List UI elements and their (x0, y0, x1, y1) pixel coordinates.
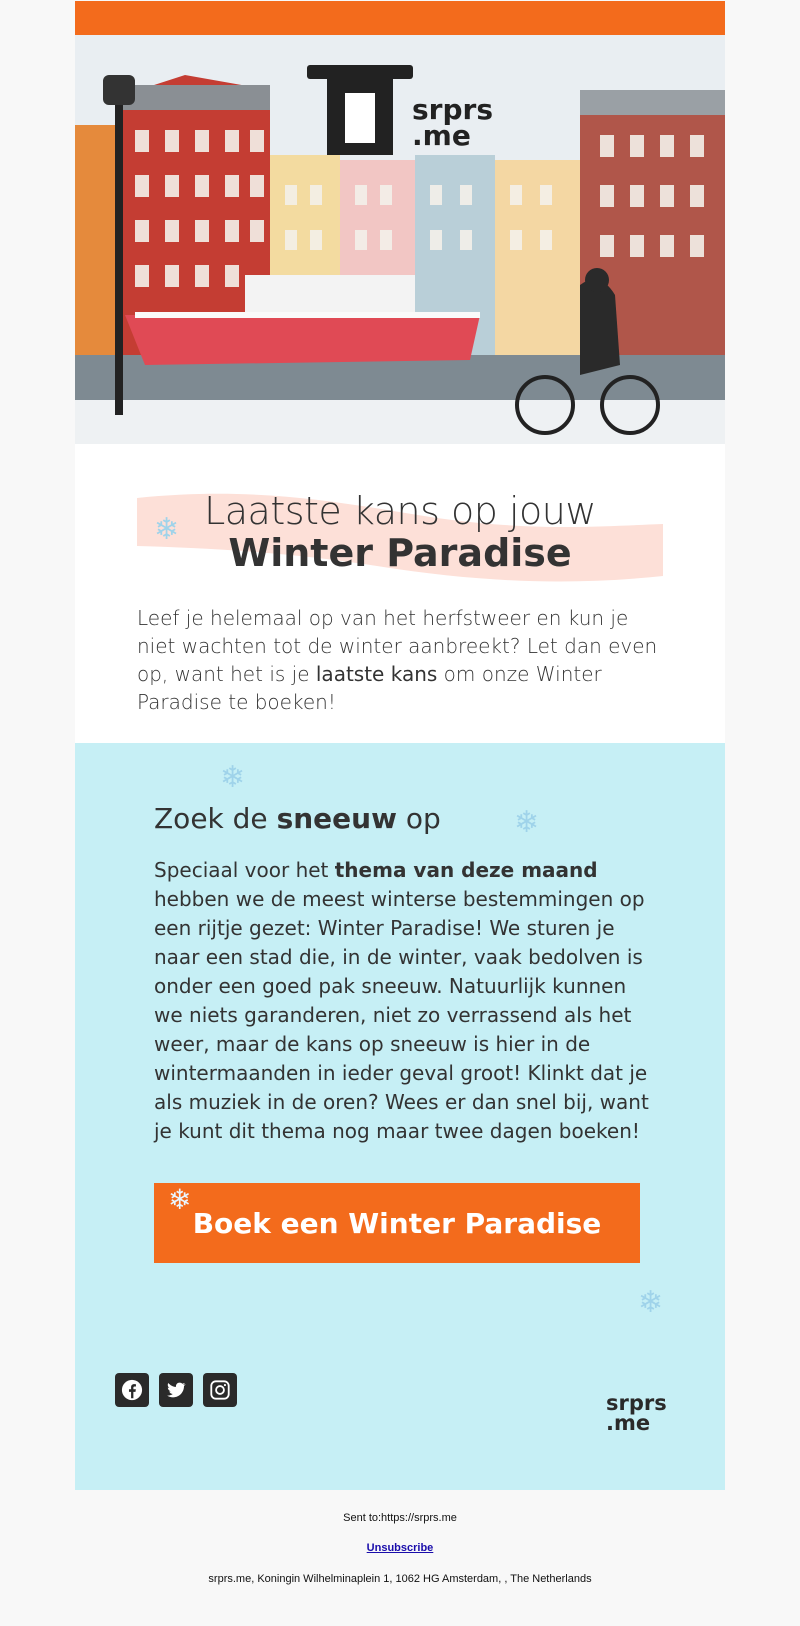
snowflake-icon: ❄ (514, 806, 540, 839)
address-text: srprs.me, Koningin Wilhelminaplein 1, 1062 HG Amsterdam, , The Netherlands (208, 1573, 592, 1585)
intro-text-bold: laatste kans (315, 662, 438, 686)
section-title-bold: sneeuw (276, 802, 397, 835)
facebook-icon (121, 1379, 143, 1401)
snowflake-icon: ❄ (220, 761, 246, 794)
instagram-icon (209, 1379, 231, 1401)
unsubscribe-link[interactable]: Unsubscribe (366, 1542, 434, 1554)
section-title-part: Zoek de (154, 802, 277, 835)
intro-text-part: Leef je helemaal op van het herfstweer en kun je niet wachten tot de winter aanbreekt? Let dan even op, want het is je (137, 606, 658, 686)
twitter-link[interactable] (159, 1373, 193, 1407)
hero-image (75, 35, 725, 444)
book-winter-paradise-button[interactable] (154, 1183, 640, 1263)
facebook-link[interactable] (115, 1373, 149, 1407)
footer-logo[interactable] (606, 1393, 667, 1433)
headline (137, 490, 663, 574)
section-title (154, 802, 441, 835)
section-body (154, 856, 654, 1146)
sent-to-text: Sent to:https://srprs.me (343, 1512, 457, 1524)
headline-line2: Winter Paradise (228, 531, 572, 575)
headline-line1: Laatste kans op jouw (204, 489, 596, 533)
section-body-bold: thema van deze maand (334, 858, 598, 882)
snowflake-icon: ❄ (154, 513, 180, 546)
snowflake-icon: ❄ (638, 1286, 664, 1319)
bracket-logo-icon (307, 65, 413, 155)
instagram-link[interactable] (203, 1373, 237, 1407)
logo-text-line2: .me (412, 119, 471, 152)
intro-text-part: om onze Winter Paradise te boeken! (137, 662, 602, 714)
brand-logo[interactable] (307, 65, 493, 160)
twitter-icon (165, 1379, 187, 1401)
intro-text (137, 604, 667, 716)
section-title-part: op (396, 802, 441, 835)
section-body-part: Speciaal voor het (154, 858, 335, 882)
footer-logo-line2: .me (606, 1411, 651, 1435)
footer-logo-line1: srprs (606, 1391, 667, 1415)
top-accent-bar (75, 1, 725, 35)
cta-label: Boek een Winter Paradise (192, 1206, 602, 1240)
logo-text-line1: srprs (412, 93, 493, 126)
snowflake-icon: ❄ (168, 1184, 192, 1215)
section-body-part: hebben we de meest winterse bestemmingen op een rijtje gezet: Winter Paradise! We sturen je naar een stad die, in de winter, vaak bedolven is onder een goed pak sneeuw. Natuurlijk kunnen we niets garanderen, niet zo verrassend als het weer, maar de kans op sneeuw is hier in de wintermaanden in ieder geval groot! Klinkt dat je als muziek in de oren? Wees er dan snel bij, want je kunt dit thema nog maar twee dagen boeken! (154, 887, 649, 1143)
